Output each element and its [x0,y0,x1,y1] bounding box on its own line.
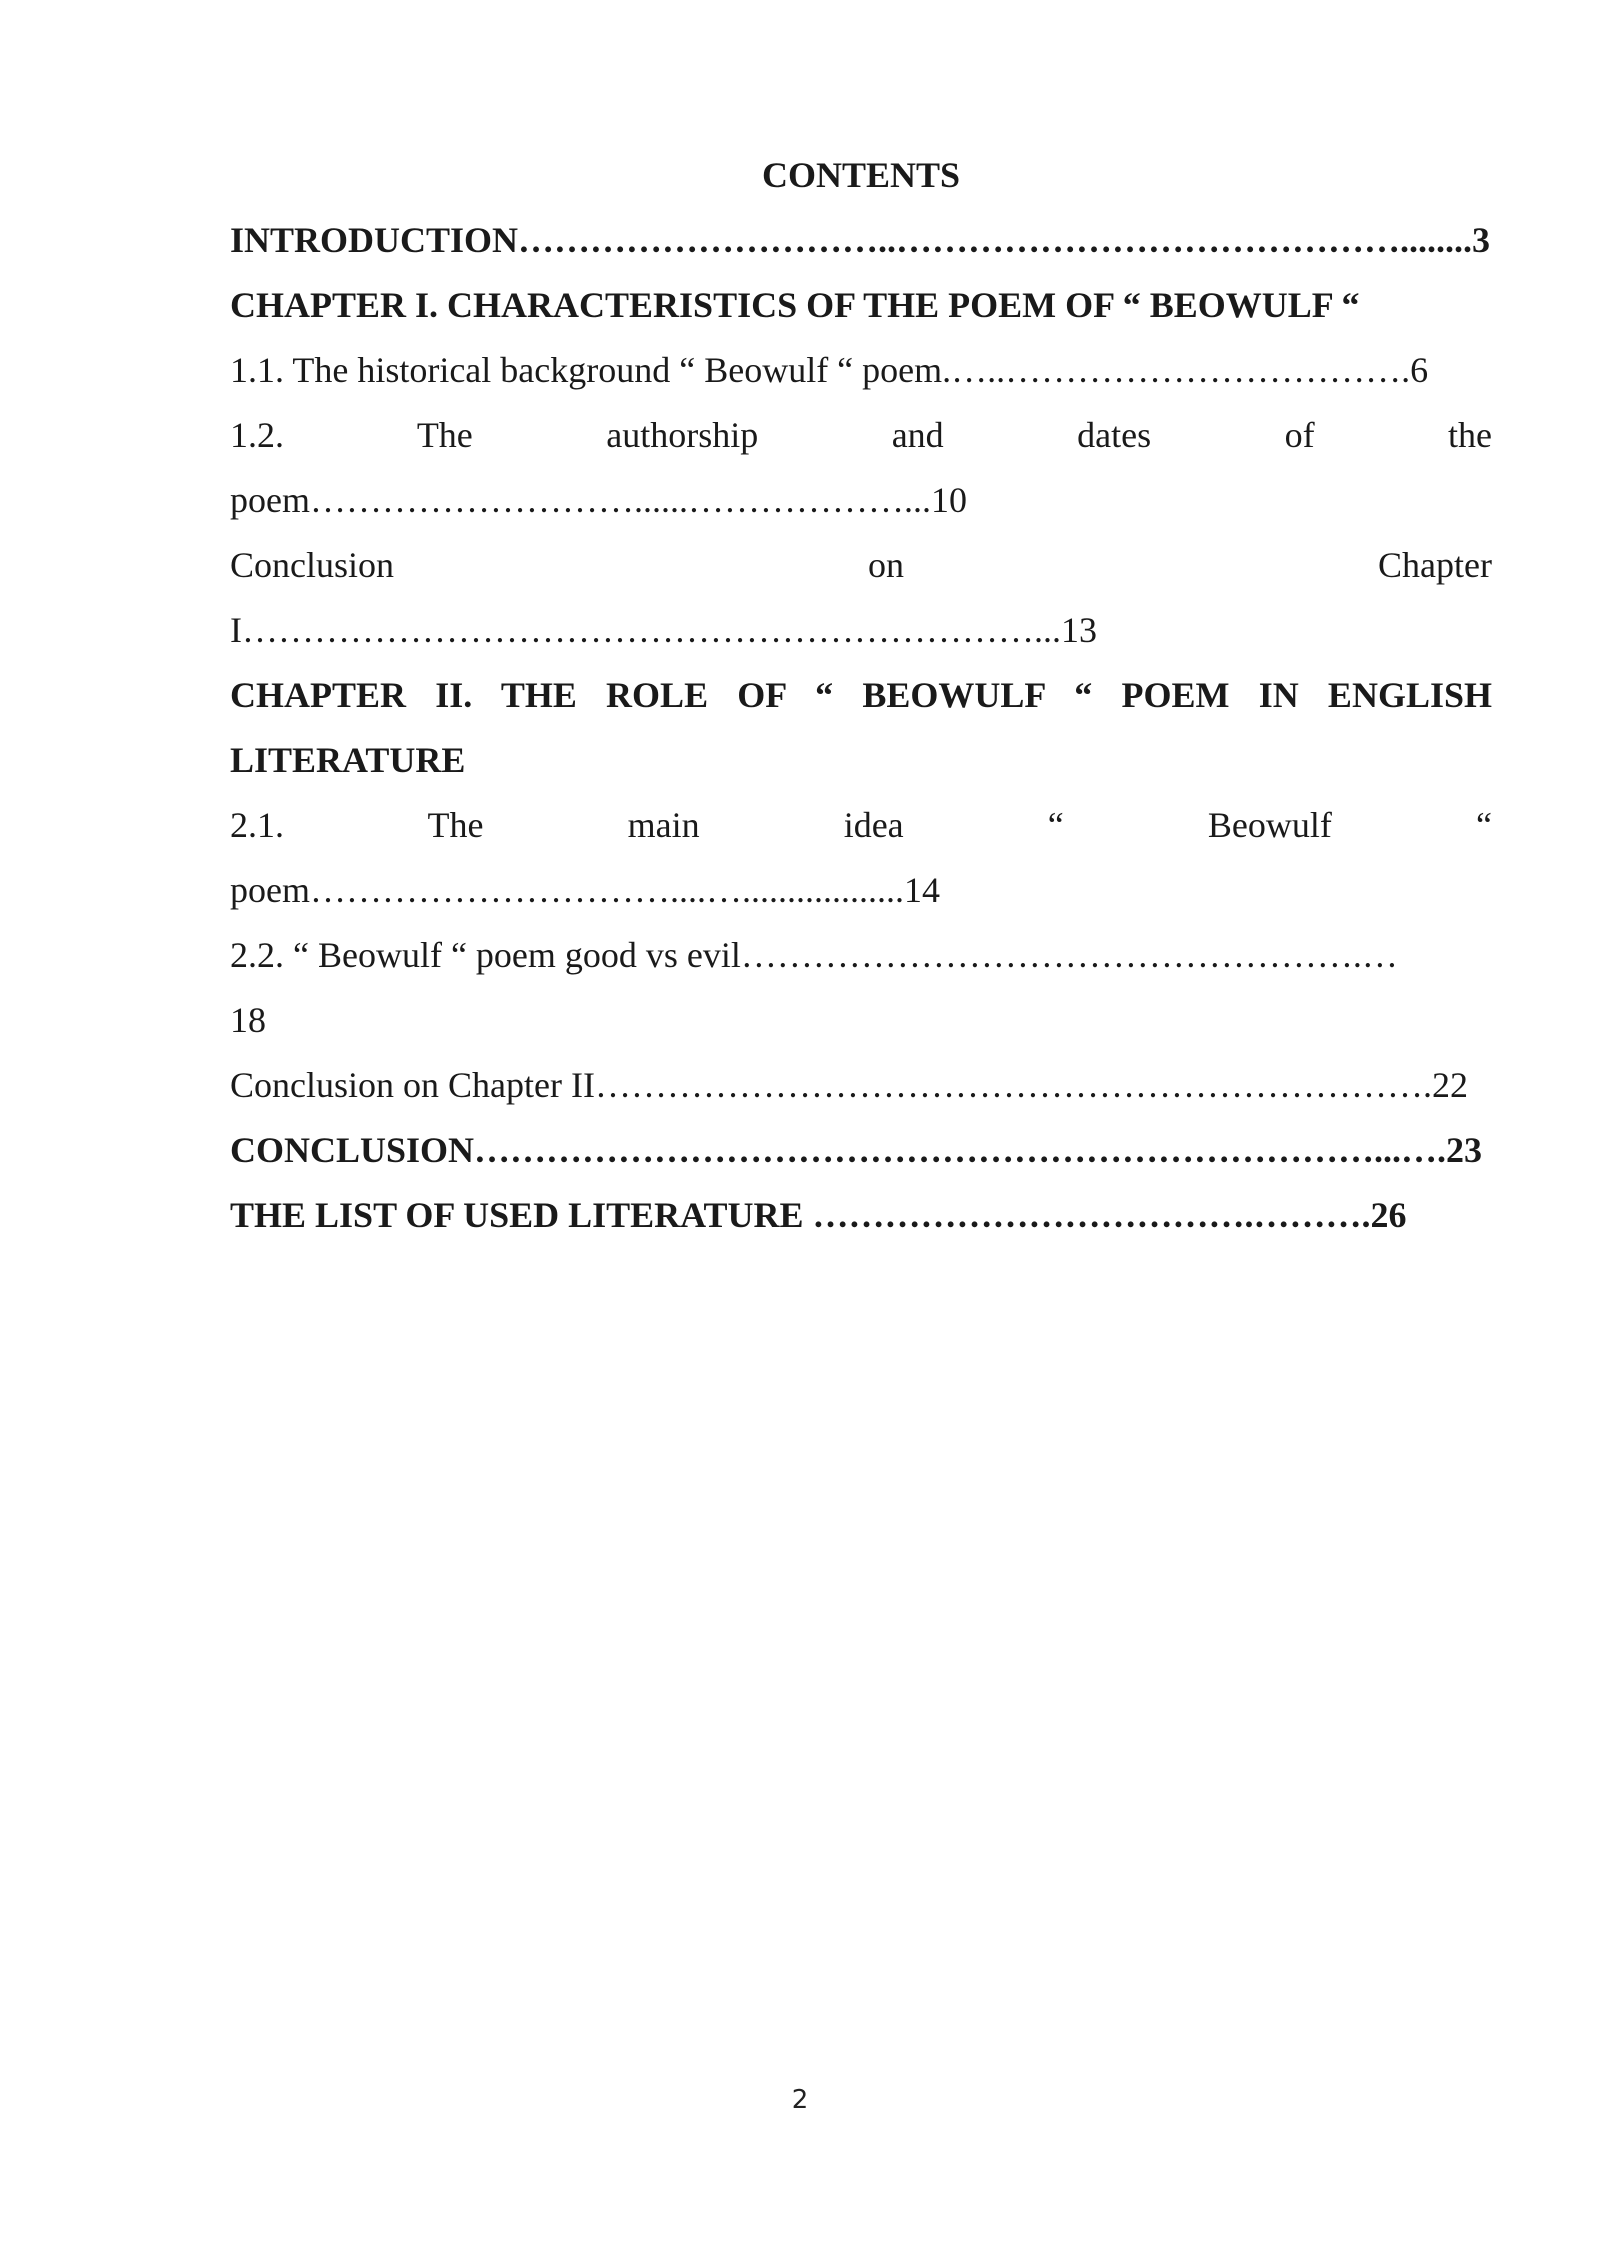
toc-entry-2-1: 2.1. The main idea “ Beowulf “ [230,805,1492,845]
toc-entry-1-2-continued: poem………………………......………………...10 [230,480,967,520]
toc-entry-2-2-continued: 18 [230,1000,266,1040]
toc-entry-conclusion-chapter-2: Conclusion on Chapter II…………………………………………………………….22 [230,1065,1468,1105]
page-number: 2 [791,2085,809,2115]
toc-entry-chapter-1: CHAPTER I. CHARACTERISTICS OF THE POEM OF “ BEOWULF “ [230,285,1360,325]
toc-entry-used-literature: THE LIST OF USED LITERATURE ……………………………….……….26 [230,1195,1407,1235]
toc-entry-chapter-2-continued: LITERATURE [230,740,466,780]
toc-entry-conclusion-chapter-1-continued: I…………………………………………………………...13 [230,610,1097,650]
toc-entry-1-1: 1.1. The historical background “ Beowulf “ poem.…..…………………………….6 [230,350,1429,390]
toc-entry-2-2: 2.2. “ Beowulf “ poem good vs evil…………………………………………….… [230,935,1398,975]
toc-entry-chapter-2: CHAPTER II. THE ROLE OF “ BEOWULF “ POEM IN ENGLISH [230,675,1492,715]
toc-entry-conclusion-chapter-1: Conclusion on Chapter [230,545,1492,585]
toc-entry-1-2: 1.2. The authorship and dates of the [230,415,1492,455]
toc-entry-conclusion: CONCLUSION…………………………………………………………………...….23 [230,1130,1483,1170]
toc-entry-introduction: INTRODUCTION…………………………..……………………………………........3 [230,220,1491,260]
toc-entry-2-1-continued: poem…………………………....…..................14 [230,870,940,910]
contents-heading: CONTENTS [761,155,961,195]
